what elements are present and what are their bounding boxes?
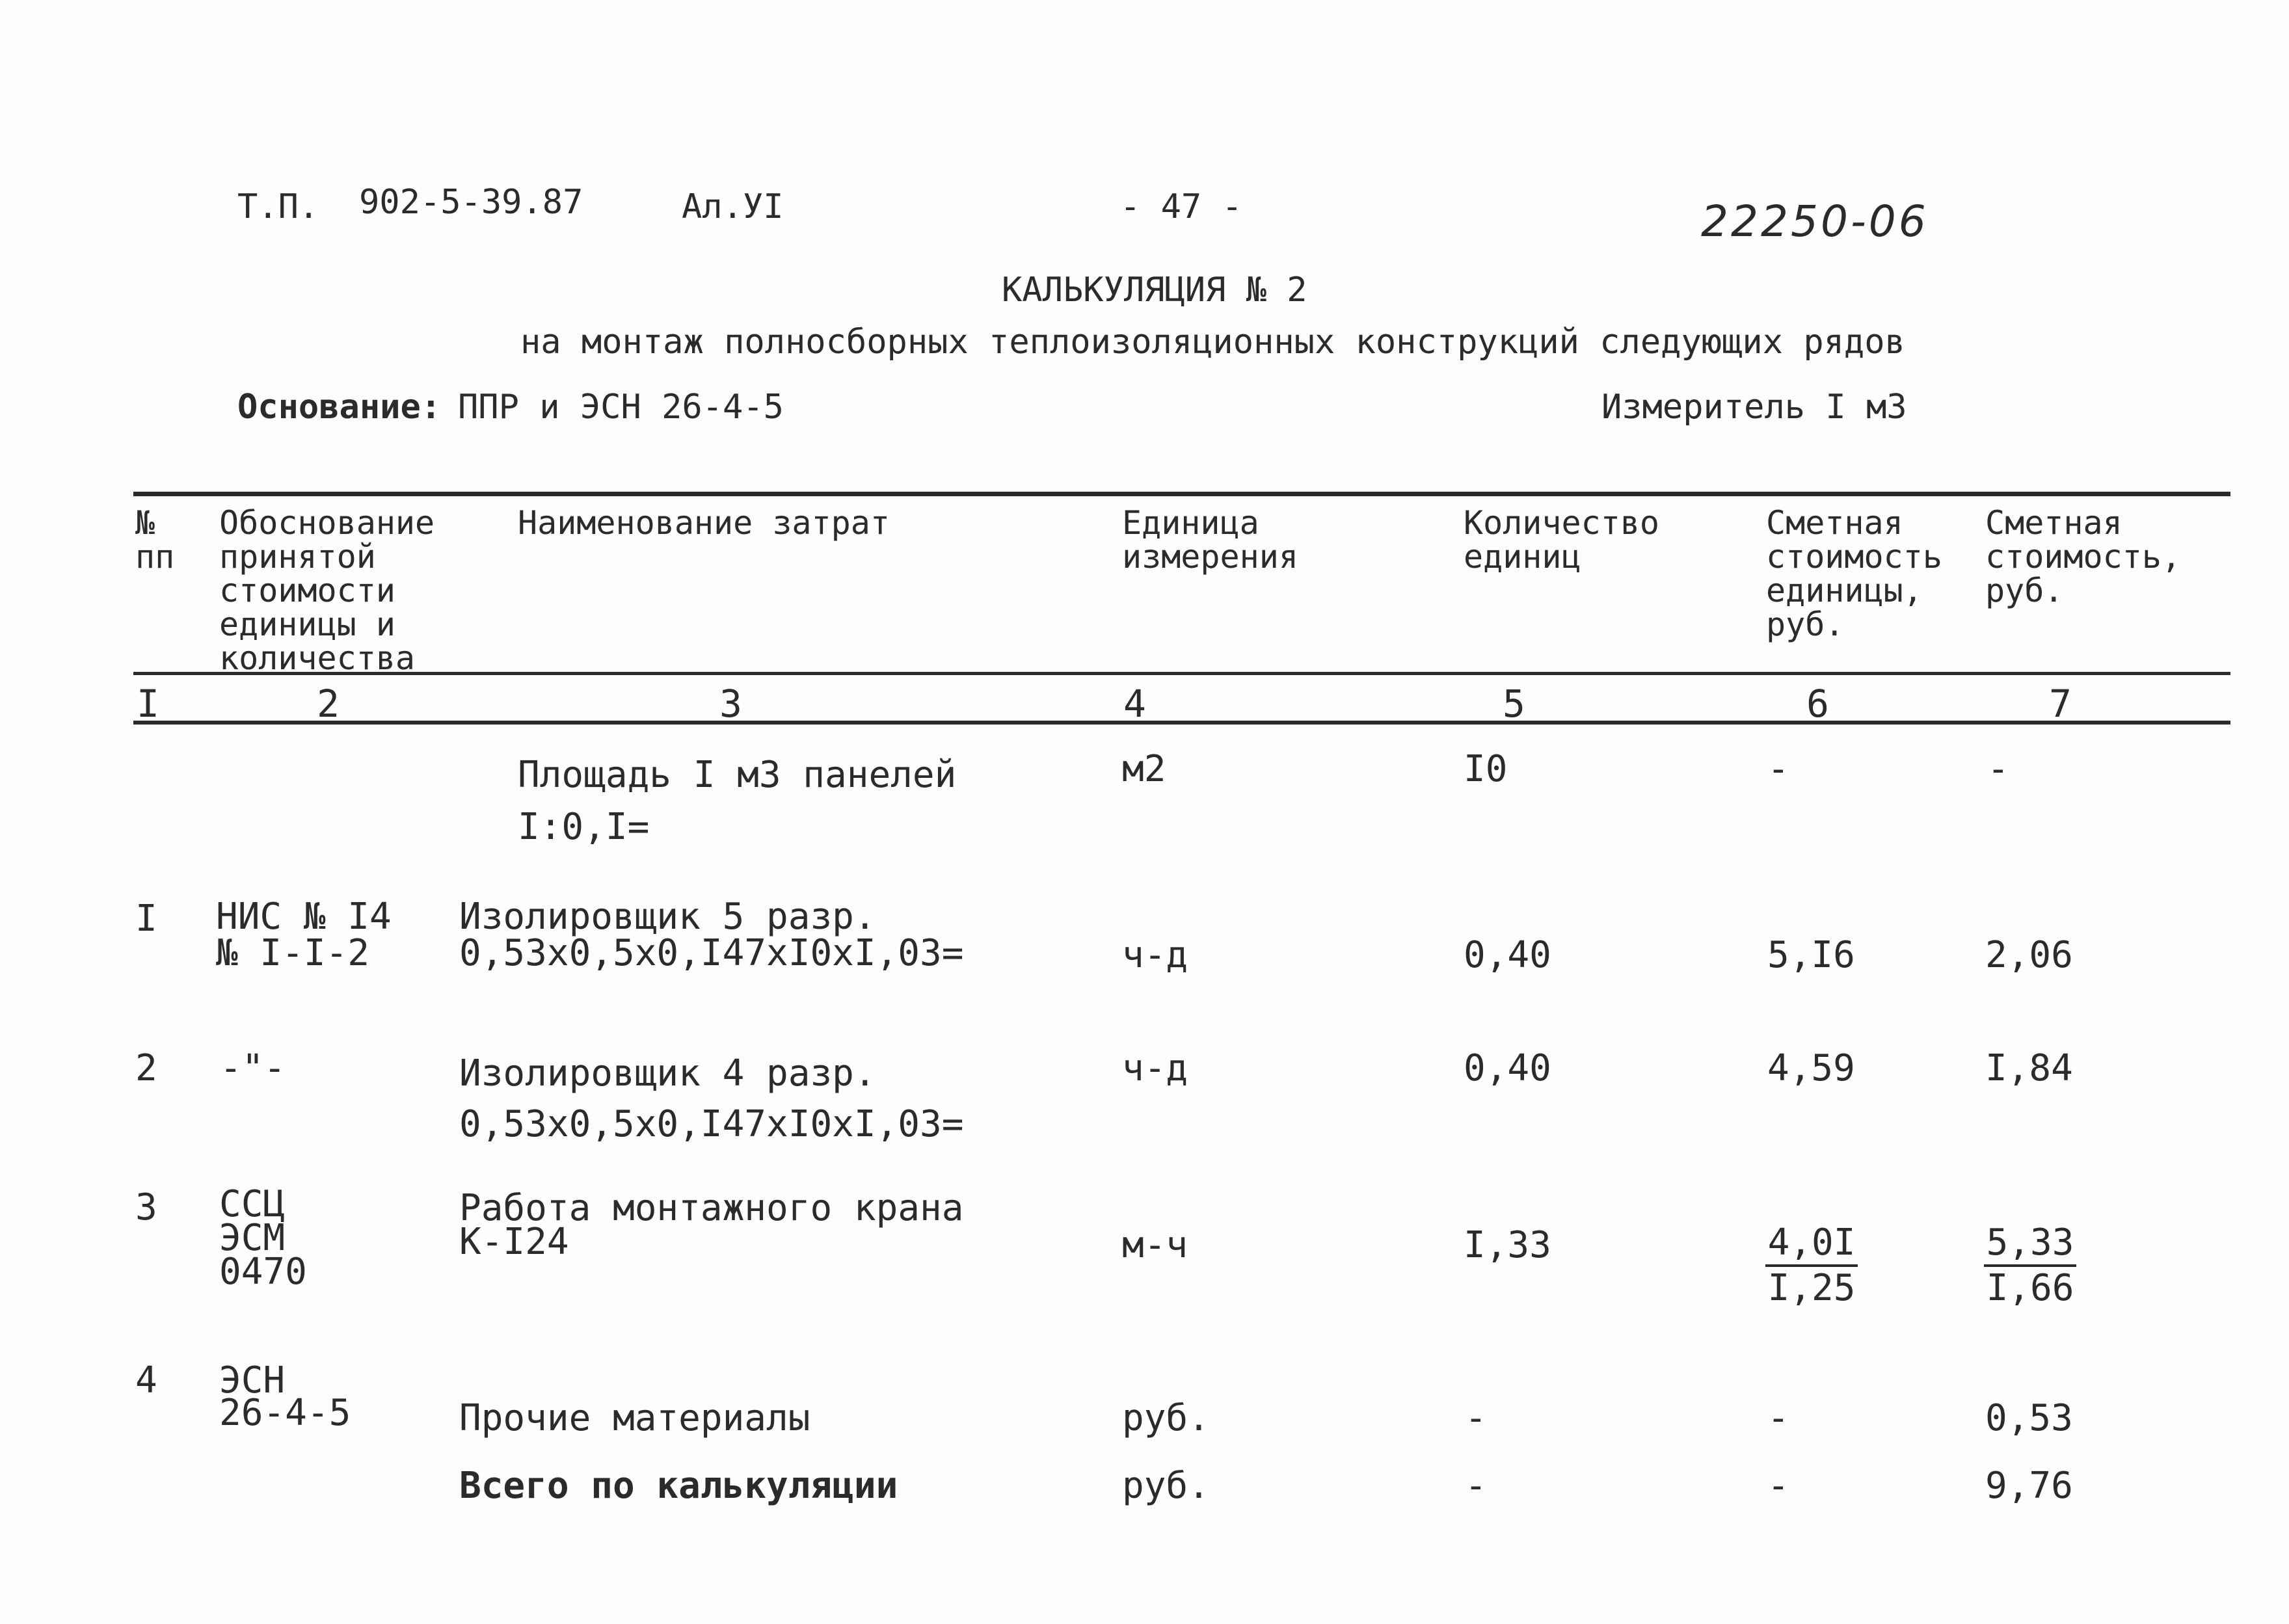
measure-unit: Измеритель I м3: [1601, 388, 1907, 427]
row-3-total-bottom: I,66: [1986, 1267, 2074, 1309]
col-number-4: 4: [1123, 682, 1146, 726]
total-row-qty: -: [1465, 1465, 1487, 1507]
doc-number: 902-5-39.87: [359, 183, 583, 222]
row-2-name: Изолировщик 4 разр. 0,53х0,5х0,I47хI0хI,03=: [459, 1052, 964, 1145]
row-3-total-fraction: [1975, 1223, 2085, 1309]
row-2-basis: -"-: [220, 1047, 286, 1089]
row-2-unit-cost: 4,59: [1767, 1047, 1855, 1089]
row-3-unit-cost-fraction: [1756, 1223, 1867, 1309]
row-4-name: Прочие материалы: [459, 1397, 810, 1439]
row-3-name: Работа монтажного крана К-I24: [459, 1187, 964, 1263]
intro-row-total: -: [1987, 748, 2009, 790]
col-header-unit: Единица измерения: [1122, 504, 1298, 576]
intro-row-qty: I0: [1464, 748, 1508, 790]
row-1-total: 2,06: [1985, 934, 2073, 976]
total-row-unit: руб.: [1122, 1465, 1210, 1507]
col-number-5: 5: [1503, 682, 1525, 726]
intro-row-name: Площадь I м3 панелей I:0,I=: [518, 754, 957, 848]
col-number-7: 7: [2049, 682, 2072, 726]
row-2-unit: ч-д: [1122, 1047, 1188, 1089]
row-3-no: 3: [135, 1186, 157, 1229]
row-2-no: 2: [135, 1047, 157, 1089]
page-number: - 47 -: [1120, 187, 1242, 226]
row-3-unit-cost-bottom: I,25: [1767, 1267, 1856, 1309]
total-row-unit-cost: -: [1767, 1465, 1789, 1507]
row-1-unit: ч-д: [1122, 934, 1188, 976]
row-3-qty: I,33: [1464, 1224, 1551, 1266]
row-1-qty: 0,40: [1464, 934, 1551, 976]
row-4-unit-cost: -: [1767, 1397, 1789, 1439]
basis-label: Основание:: [237, 388, 442, 427]
col-header-unit-cost: Сметная стоимость единицы, руб.: [1766, 504, 1942, 643]
inventory-number: 22250-06: [1701, 196, 1929, 246]
basis-value: ППР и ЭСН 26-4-5: [458, 388, 784, 427]
col-number-6: 6: [1806, 682, 1829, 726]
total-row-name: Всего по калькуляции: [459, 1465, 898, 1507]
intro-row-unit-cost: -: [1767, 748, 1789, 790]
row-4-qty: -: [1465, 1397, 1487, 1439]
table-top-rule: [133, 492, 2230, 496]
album-label: Ал.УI: [682, 187, 784, 226]
col-header-basis: Обоснование принятой стоимости единицы и количества: [219, 504, 435, 677]
calculation-subheading: на монтаж полносборных теплоизоляционных конструкций следующих рядов: [520, 323, 1905, 362]
total-row-total: 9,76: [1985, 1465, 2073, 1507]
row-1-no: I: [135, 898, 157, 940]
intro-row-unit: м2: [1122, 748, 1166, 790]
row-4-unit: руб.: [1122, 1397, 1210, 1439]
row-3-basis: ССЦ ЭСМ 0470: [219, 1183, 307, 1293]
row-3-unit: м-ч: [1122, 1224, 1188, 1266]
row-1-name: Изолировщик 5 разр. 0,53х0,5х0,I47хI0хI,03=: [459, 896, 964, 974]
calculation-heading: КАЛЬКУЛЯЦИЯ № 2: [1002, 271, 1307, 310]
row-1-unit-cost: 5,I6: [1767, 934, 1855, 976]
row-3-total-top: 5,33: [1984, 1223, 2077, 1267]
row-4-total: 0,53: [1985, 1397, 2073, 1439]
row-2-total: I,84: [1985, 1047, 2073, 1089]
col-header-total-cost: Сметная стоимость, руб.: [1985, 504, 2182, 609]
col-number-1: I: [137, 682, 159, 726]
col-header-qty: Количество единиц: [1464, 504, 1660, 576]
col-header-no: № пп: [135, 504, 175, 576]
col-number-2: 2: [317, 682, 340, 726]
col-number-3: 3: [719, 682, 742, 726]
column-numbers-rule: [133, 721, 2230, 725]
col-header-name: Наименование затрат: [518, 504, 890, 542]
row-1-basis: НИС № I4 № I-I-2: [216, 896, 392, 974]
row-4-basis: ЭСН 26-4-5: [219, 1359, 351, 1434]
header-bottom-rule: [133, 672, 2230, 675]
row-3-unit-cost-top: 4,0I: [1765, 1223, 1858, 1267]
row-4-no: 4: [135, 1359, 157, 1402]
row-2-qty: 0,40: [1464, 1047, 1551, 1089]
doc-prefix: Т.П.: [237, 187, 319, 226]
